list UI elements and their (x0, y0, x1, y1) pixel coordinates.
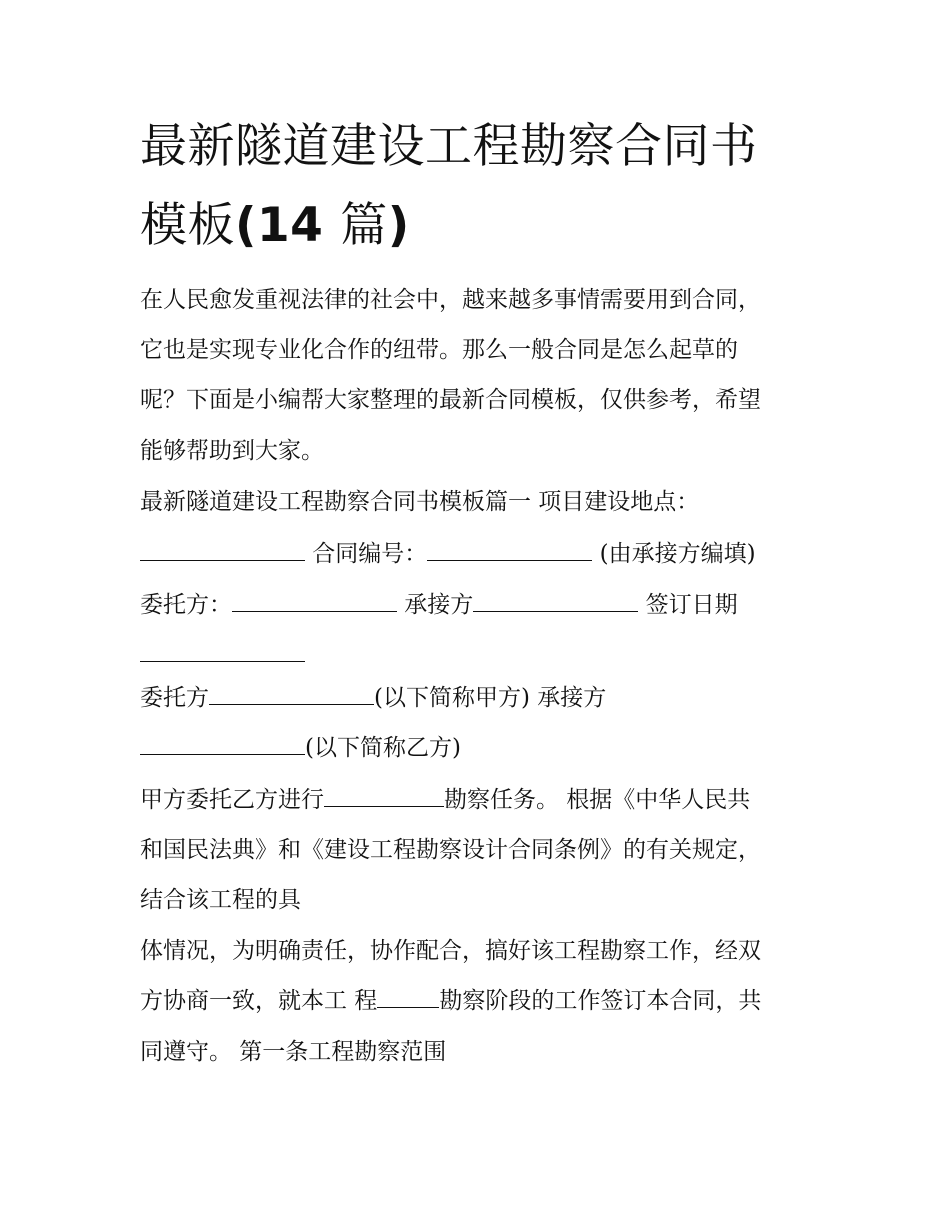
intro-line: 呢？下面是小编帮大家整理的最新合同模板，仅供参考，希望 (140, 387, 761, 413)
stage-blank[interactable] (377, 987, 439, 1008)
fill-blank[interactable] (140, 540, 305, 561)
document-title-line-2 (140, 198, 820, 253)
section-header-line: 最新隧道建设工程勘察合同书模板篇一 项目建设地点： (140, 489, 700, 515)
title-text: 模板 (140, 198, 235, 253)
party-b-blank[interactable] (140, 734, 305, 755)
contract-number-label: 合同编号： (305, 541, 428, 567)
intro-line: 在人民愈发重视法律的社会中，越来越多事情需要用到合同， (140, 287, 761, 313)
title-count-open: (14 (235, 198, 341, 253)
task-prefix: 甲方委托乙方进行 (140, 787, 324, 813)
sign-date-label: 签订日期 (638, 592, 738, 618)
parties-line (140, 591, 830, 619)
client-label: 委托方： (140, 592, 232, 618)
stage-line (140, 987, 830, 1015)
body-line: 同遵守。 第一条工程勘察范围 (140, 1039, 447, 1065)
client-label: 委托方 (140, 685, 209, 711)
intro-line: 能够帮助到大家。 (140, 438, 324, 464)
sign-date-line (140, 641, 830, 669)
body-line: 体情况，为明确责任，协作配合，搞好该工程勘察工作，经双 (140, 938, 761, 964)
stage-prefix: 方协商一致，就本工 程 (140, 988, 378, 1014)
title-text: 篇 (340, 198, 388, 253)
sign-date-blank[interactable] (140, 641, 305, 662)
contract-number-note: (由承接方编填) (592, 541, 756, 567)
body-line: 结合该工程的具 (140, 887, 301, 913)
task-suffix: 勘察任务。 根据《中华人民共 (444, 787, 751, 813)
party-b-line (140, 734, 830, 762)
task-blank[interactable] (324, 786, 444, 807)
intro-line: 它也是实现专业化合作的纽带。那么一般合同是怎么起草的 (140, 337, 738, 363)
title-text: 最新隧道建设工程勘察合同书 (140, 119, 758, 174)
party-b-note: (以下简称乙方) (305, 735, 461, 761)
task-line (140, 786, 830, 814)
title-count-close: ) (387, 198, 410, 253)
party-a-note: (以下简称甲方) 承接方 (374, 685, 607, 711)
body-line: 和国民法典》和《建设工程勘察设计合同条例》的有关规定， (140, 837, 761, 863)
contract-number-blank[interactable] (427, 540, 592, 561)
party-a-blank[interactable] (209, 684, 374, 705)
document-title-line-1 (140, 119, 820, 174)
contractor-label: 承接方 (397, 592, 474, 618)
stage-suffix: 勘察阶段的工作签订本合同，共 (439, 988, 762, 1014)
contractor-blank[interactable] (473, 591, 638, 612)
client-blank[interactable] (232, 591, 397, 612)
party-a-line (140, 684, 830, 712)
contract-number-line (140, 540, 830, 568)
